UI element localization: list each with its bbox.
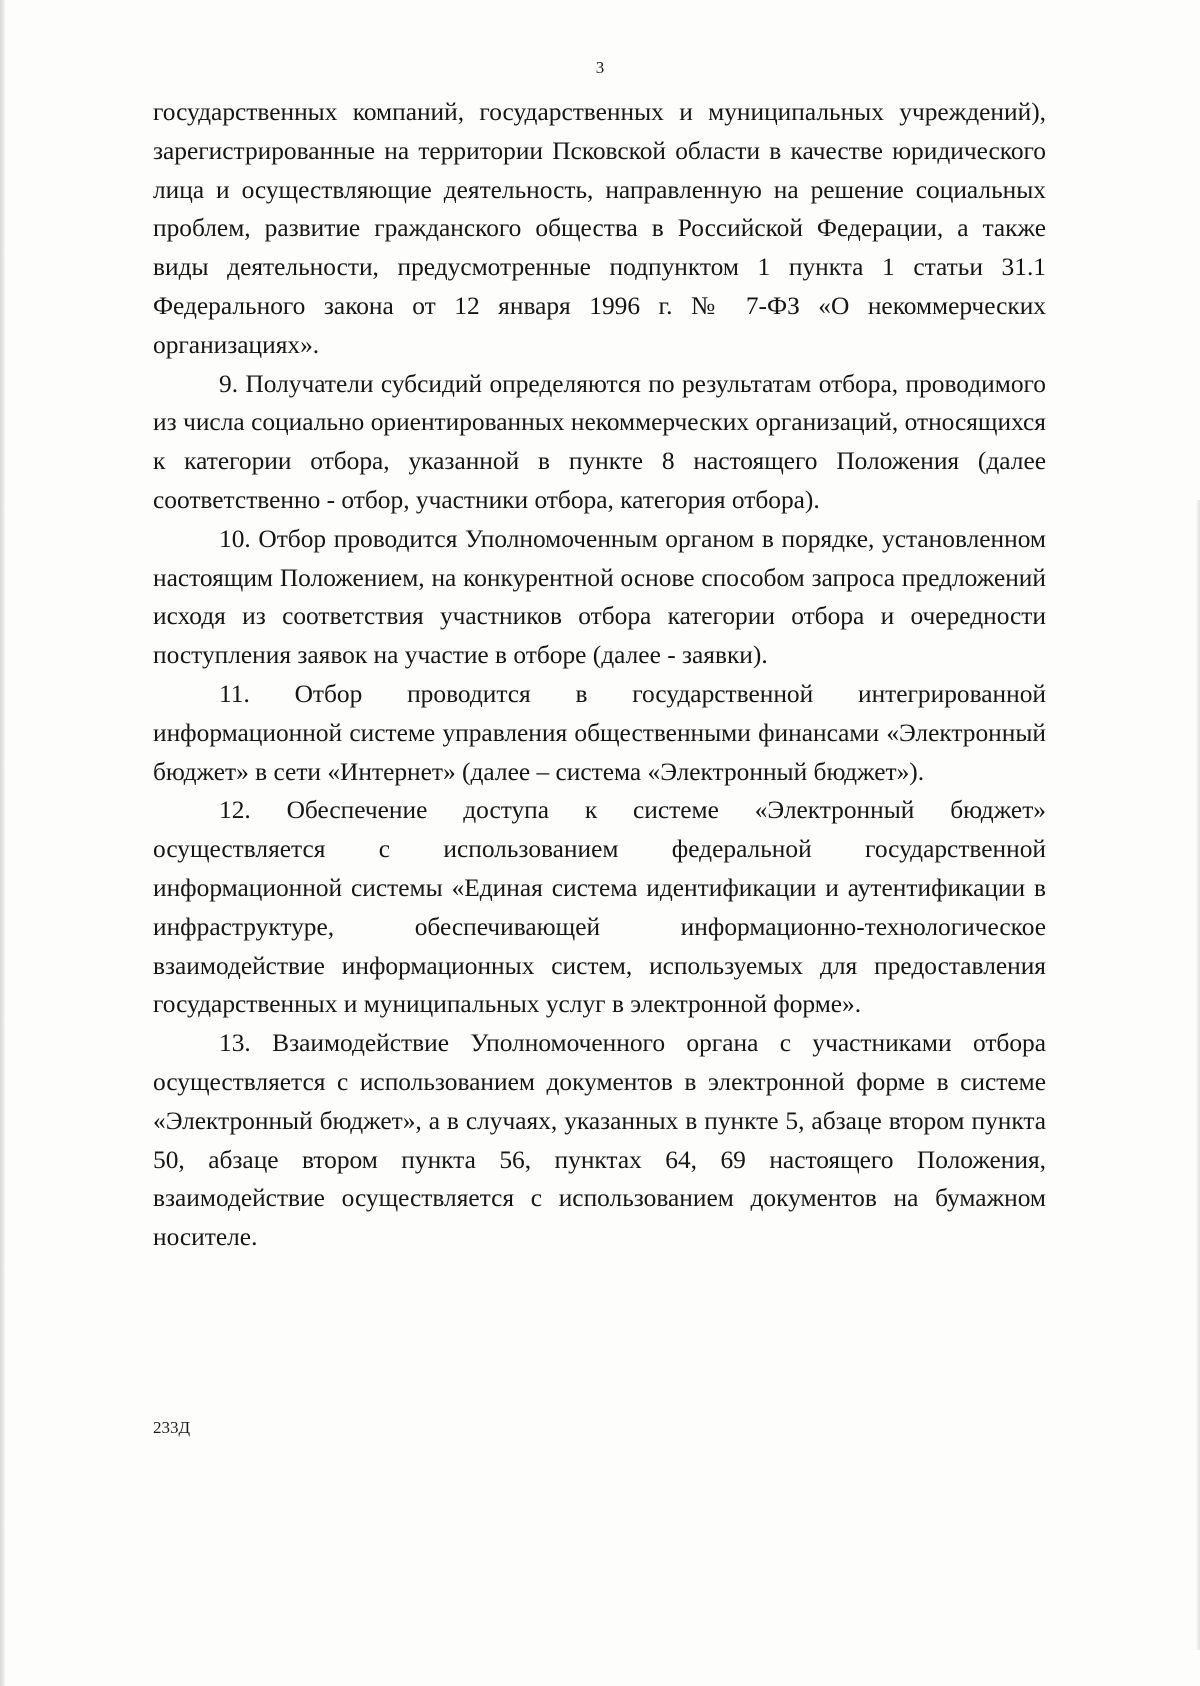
page-number: 3 xyxy=(595,58,605,77)
paragraph-9: 9. Получатели субсидий определяются по результатам отбора, проводимого из числа социально ориентированных некоммерческих организаций, относящихся к категории отбора, указанной в пункте 8 настоящего Положения (далее соответственно - отбор, участники отбора, категория отбора). xyxy=(153,369,1046,514)
paragraph-13: 13. Взаимодействие Уполномоченного органа с участниками отбора осуществляется с использованием документов в электронной форме в системе «Электронный бюджет», а в случаях, указанных в пункте 5, абзаце втором пункта 50, абзаце втором пункта 56, пунктах 64, 69 настоящего Положения, взаимодействие осуществляется с использованием документов на бумажном носителе. xyxy=(153,1029,1046,1252)
paragraph-11: 11. Отбор проводится в государственной интегрированной информационной системе управления общественными финансами «Электронный бюджет» в сети «Интернет» (далее – система «Электронный бюджет»). xyxy=(153,679,1046,786)
scan-edge-right xyxy=(1196,500,1200,1650)
footer-document-code: 233Д xyxy=(153,1418,191,1437)
document-body xyxy=(153,93,1046,1257)
paragraph-12: 12. Обеспечение доступа к системе «Электронный бюджет» осуществляется с использованием федеральной государственной информационной системы «Единая система идентификации и аутентификации в инфраструктуре, обеспечивающей информационно-технологическое взаимодействие информационных систем, используемых для предоставления государственных и муниципальных услуг в электронной форме». xyxy=(153,796,1046,1019)
paragraph-10: 10. Отбор проводится Уполномоченным органом в порядке, установленном настоящим Положением, на конкурентной основе способом запроса предложений исходя из соответствия участников отбора категории отбора и очередности поступления заявок на участие в отборе (далее - заявки). xyxy=(153,524,1046,670)
paragraph-continuation: государственных компаний, государственных и муниципальных учреждений), зарегистрированные на территории Псковской области в качестве юридического лица и осуществляющие деятельность, направленную на решение социальных проблем, развитие гражданского общества в Российской Федерации, а также виды деятельности, предусмотренные подпунктом 1 пункта 1 статьи 31.1 Федерального закона от 12 января 1996 г. № 7-ФЗ «О некоммерческих организациях». xyxy=(153,98,1046,359)
scan-edge-left xyxy=(0,0,5,1686)
